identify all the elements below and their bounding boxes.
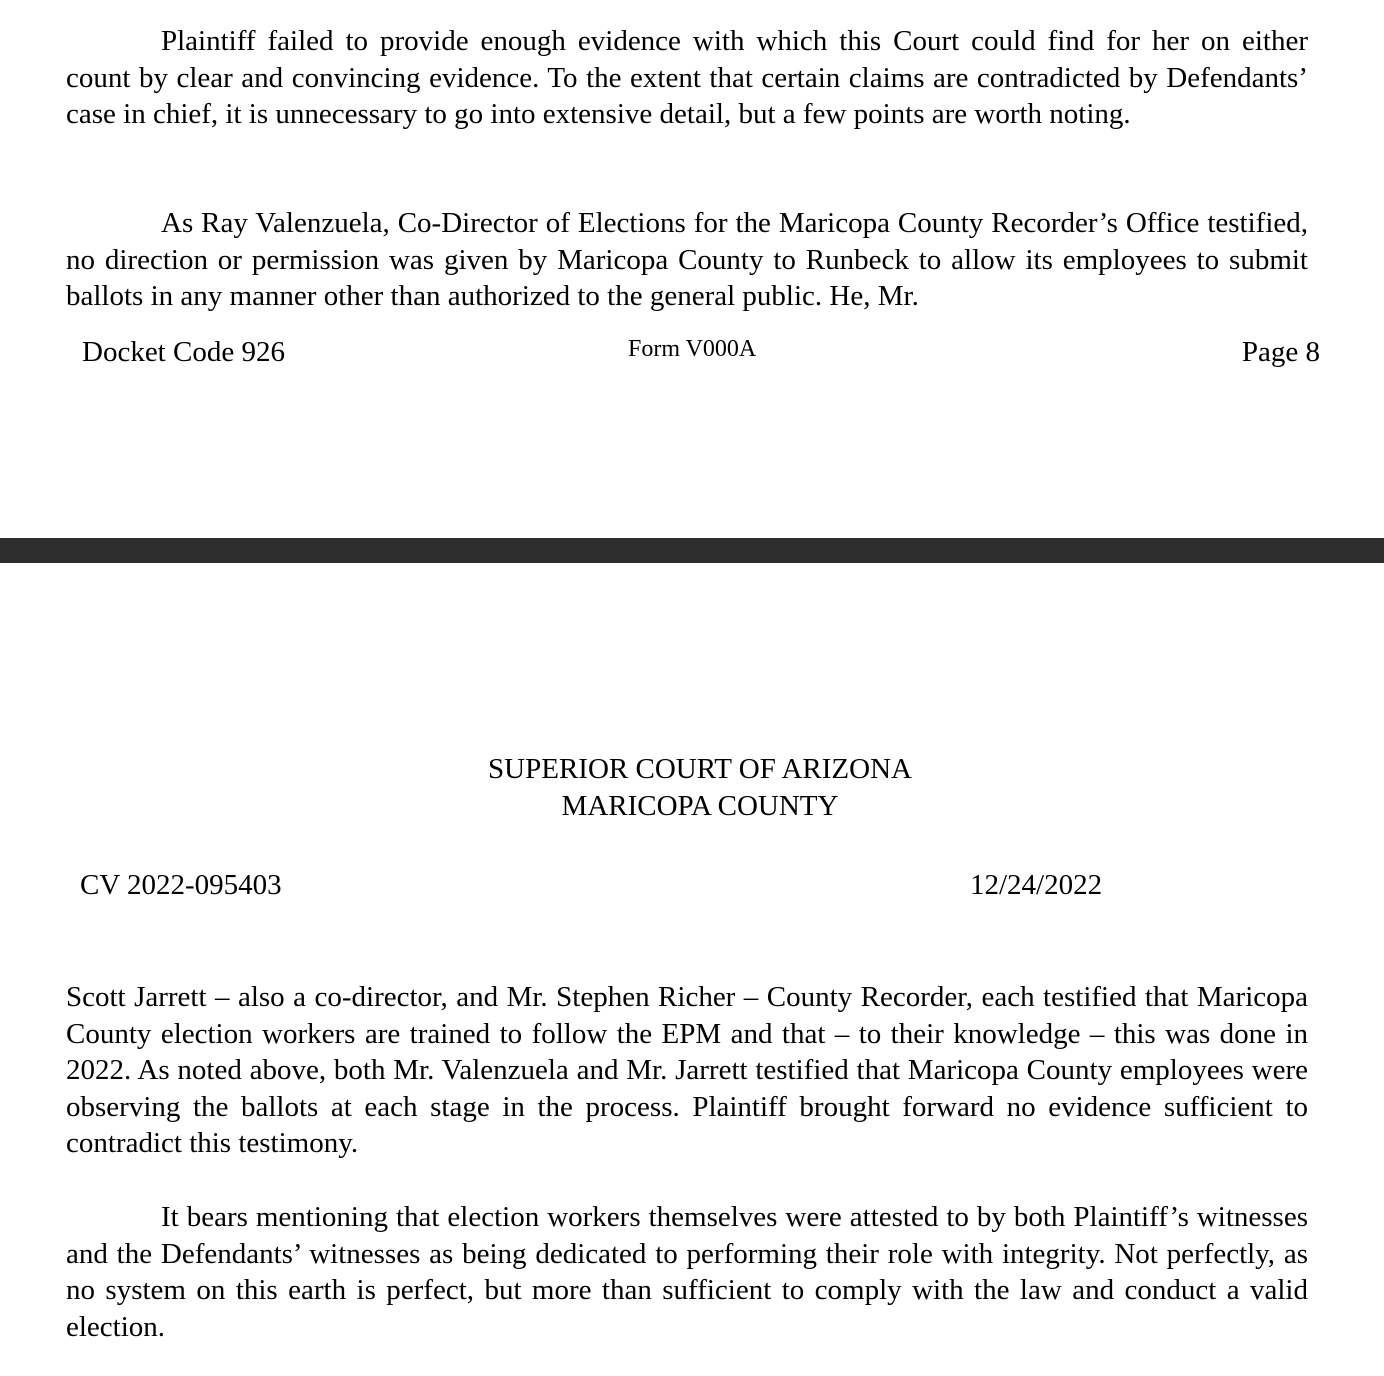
body-paragraph: Plaintiff failed to provide enough evidence with which this Court could find for her on either count by clear and convincing evidence. To the extent that certain claims are contradicted by Defendants’ case in chief, it is unnecessary to go into extensive detail, but a few points are worth noting.	[66, 25, 1308, 130]
footer-page-number: Page 8	[1241, 336, 1320, 368]
body-paragraph: As Ray Valenzuela, Co-Director of Elections for the Maricopa County Recorder’s Office testified, no direction or permission was given by Maricopa County to Runbeck to allow its employees to submit ballots in any manner other than authorized to the general public. He, Mr.	[66, 207, 1308, 312]
case-date: 12/24/2022	[970, 869, 1103, 901]
court-header	[0, 751, 1384, 825]
county-name: MARICOPA COUNTY	[561, 790, 839, 822]
body-paragraph: It bears mentioning that election workers themselves were attested to by both Plaintiff’s witnesses and the Defendants’ witnesses as being dedicated to performing their role with integrity. Not perfectly, as no system on this earth is perfect, but more than sufficient to comply with the law and conduct a valid election.	[66, 1201, 1308, 1343]
court-name: SUPERIOR COURT OF ARIZONA	[488, 753, 912, 785]
body-paragraph: Scott Jarrett – also a co-director, and Mr. Stephen Richer – County Recorder, each testified that Maricopa County election workers are trained to follow the EPM and that – to their knowledge – this was done in 2022. As noted above, both Mr. Valenzuela and Mr. Jarrett testified that Maricopa County employees were observing the ballots at each stage in the process. Plaintiff brought forward no evidence sufficient to contradict this testimony.	[66, 981, 1308, 1159]
footer-docket-code: Docket Code 926	[82, 336, 285, 368]
case-number: CV 2022-095403	[80, 869, 282, 901]
document-page-bottom	[0, 563, 1384, 1376]
footer-form-id: Form V000A	[628, 336, 757, 362]
page-separator	[0, 538, 1384, 563]
document-page-top	[0, 0, 1384, 538]
